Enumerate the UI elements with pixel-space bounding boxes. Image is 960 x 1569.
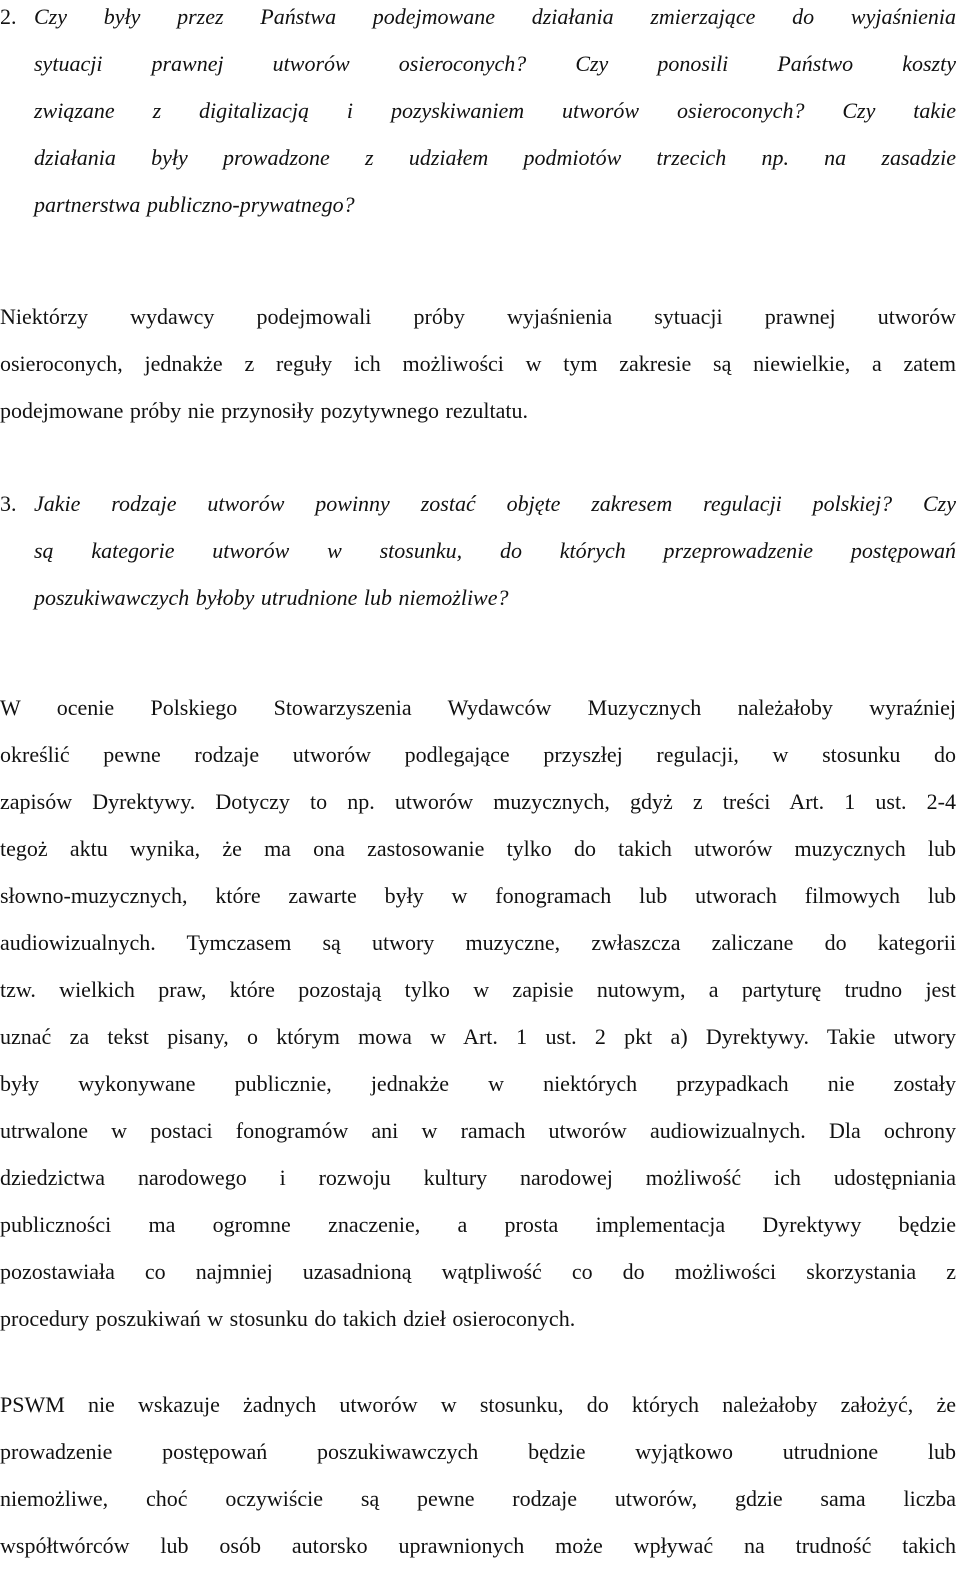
paragraph-line: współtwórców lub osób autorsko uprawnionych może wpływać na trudność takich — [0, 1533, 956, 1558]
paragraph-line: niemożliwe, choć oczywiście są pewne rodzaje utworów, gdzie sama liczba — [0, 1486, 956, 1511]
paragraph-line: W ocenie Polskiego Stowarzyszenia Wydawców Muzycznych należałoby wyraźniej — [0, 695, 956, 720]
question-line: 3. Jakie rodzaje utworów powinny zostać objęte zakresem regulacji polskiej? Czy — [0, 480, 956, 527]
paragraph-line: tegoż aktu wynika, że ma ona zastosowanie tylko do takich utworów muzycznych lub — [0, 836, 956, 861]
paragraph-line: utrwalone w postaci fonogramów ani w ramach utworów audiowizualnych. Dla ochrony — [0, 1118, 956, 1143]
paragraph-line: uznać za tekst pisany, o którym mowa w Art. 1 ust. 2 pkt a) Dyrektywy. Takie utwory — [0, 1024, 956, 1049]
question-3 — [0, 480, 956, 621]
paragraph-line: dziedzictwa narodowego i rozwoju kultury narodowej możliwość ich udostępniania — [0, 1165, 956, 1190]
question-line: partnerstwa publiczno-prywatnego? — [34, 192, 355, 217]
question-2 — [0, 0, 956, 228]
paragraph-line: określić pewne rodzaje utworów podlegające przyszłej regulacji, w stosunku do — [0, 742, 956, 767]
paragraph-line: tzw. wielkich praw, które pozostają tylko w zapisie nutowym, a partyturę trudno jest — [0, 977, 956, 1002]
paragraph-line: zapisów Dyrektywy. Dotyczy to np. utworów muzycznych, gdyż z treści Art. 1 ust. 2-4 — [0, 789, 956, 814]
answer-3-paragraph-2 — [0, 1381, 956, 1569]
question-number: 2. — [0, 4, 17, 29]
paragraph-line: procedury poszukiwań w stosunku do takich dzieł osieroconych. — [0, 1306, 576, 1331]
paragraph-line: podejmowane próby nie przynosiły pozytywnego rezultatu. — [0, 398, 528, 423]
paragraph-line: pozostawiała co najmniej uzasadnioną wątpliwość co do możliwości skorzystania z — [0, 1259, 956, 1284]
question-line: 2. Czy były przez Państwa podejmowane działania zmierzające do wyjaśnienia — [0, 0, 956, 40]
paragraph-line: audiowizualnych. Tymczasem są utwory muzyczne, zwłaszcza zaliczane do kategorii — [0, 930, 956, 955]
question-number: 3. — [0, 491, 17, 516]
paragraph-line: Niektórzy wydawcy podejmowali próby wyjaśnienia sytuacji prawnej utworów — [0, 304, 956, 329]
question-line: związane z digitalizacją i pozyskiwaniem utworów osieroconych? Czy takie — [34, 98, 956, 123]
paragraph-line: publiczności ma ogromne znaczenie, a prosta implementacja Dyrektywy będzie — [0, 1212, 956, 1237]
question-line: poszukiwawczych byłoby utrudnione lub niemożliwe? — [34, 585, 509, 610]
paragraph-line: słowno-muzycznych, które zawarte były w fonogramach lub utworach filmowych lub — [0, 883, 956, 908]
question-line: sytuacji prawnej utworów osieroconych? Czy ponosili Państwo koszty — [34, 51, 956, 76]
paragraph-line: były wykonywane publicznie, jednakże w niektórych przypadkach nie zostały — [0, 1071, 956, 1096]
paragraph-line: osieroconych, jednakże z reguły ich możliwości w tym zakresie są niewielkie, a zatem — [0, 351, 956, 376]
paragraph-line: PSWM nie wskazuje żadnych utworów w stosunku, do których należałoby założyć, że — [0, 1392, 956, 1417]
answer-2-paragraph — [0, 293, 956, 434]
question-line: działania były prowadzone z udziałem podmiotów trzecich np. na zasadzie — [34, 145, 956, 170]
question-line: są kategorie utworów w stosunku, do których przeprowadzenie postępowań — [34, 538, 956, 563]
paragraph-line: prowadzenie postępowań poszukiwawczych będzie wyjątkowo utrudnione lub — [0, 1439, 956, 1464]
answer-3-paragraph-1 — [0, 684, 956, 1342]
